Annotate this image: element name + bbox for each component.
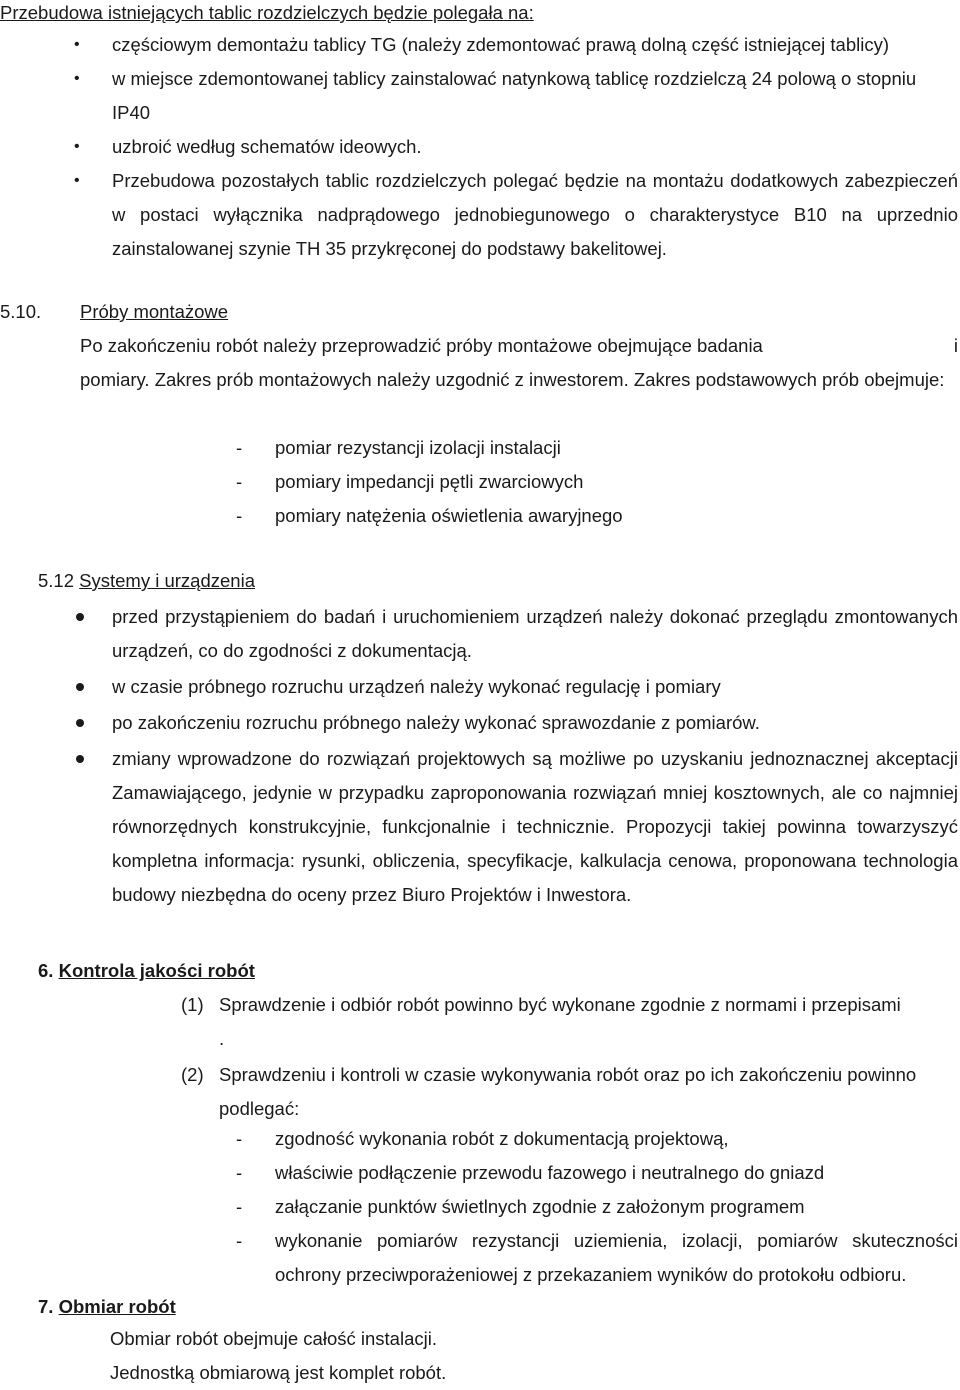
- item-number: (2): [181, 1064, 204, 1085]
- section-title: Obmiar robót: [58, 1296, 176, 1317]
- list-item: [181, 988, 958, 1056]
- section-number: 5.10.: [0, 301, 42, 322]
- dash-icon: -: [236, 1128, 243, 1149]
- intro-heading: Przebudowa istniejących tablic rozdzielczych będzie polegała na:: [0, 2, 534, 23]
- dash-icon: -: [236, 1230, 243, 1251]
- section-title: Kontrola jakości robót: [58, 960, 255, 981]
- intro-list: [74, 28, 958, 266]
- list-item: [236, 499, 936, 533]
- dash-icon: -: [236, 437, 243, 458]
- list-item-text: po zakończeniu rozruchu próbnego należy wykonać sprawozdanie z pomiarów.: [112, 712, 760, 733]
- paragraph-text: Po zakończeniu robót należy przeprowadzić próby montażowe obejmujące badania: [80, 335, 763, 356]
- bullet-icon: •: [74, 36, 80, 53]
- list-item: [236, 1190, 958, 1224]
- dash-icon: -: [236, 1196, 243, 1217]
- dash-icon: -: [236, 505, 243, 526]
- section-heading: [38, 1290, 176, 1324]
- section-heading: [38, 954, 255, 988]
- list-item: [74, 164, 958, 266]
- dash-list: [236, 431, 936, 533]
- bullet-icon: [76, 683, 84, 691]
- list-item: [236, 1224, 958, 1292]
- list-item-text: Przebudowa pozostałych tablic rozdzielczych polegać będzie na montażu dodatkowych zabezpieczeń w postaci wyłącznika nadprądowego jednobiegunowego o charakterystyce B10 na uprzednio zainstalowanej szynie TH 35 przykręconej do podstawy bakelitowej.: [112, 170, 958, 259]
- list-item-text: w czasie próbnego rozruchu urządzeń należy wykonać regulację i pomiary: [112, 676, 721, 697]
- list-item: [74, 62, 958, 130]
- list-item-text: pomiary natężenia oświetlenia awaryjnego: [275, 505, 623, 526]
- list-item-text: uzbroić według schematów ideowych.: [112, 136, 422, 157]
- bullet-icon: •: [74, 172, 80, 189]
- list-item: [74, 670, 958, 704]
- section-title: Próby montażowe: [80, 301, 229, 322]
- list-item-text: właściwie podłączenie przewodu fazowego i neutralnego do gniazd: [275, 1162, 825, 1183]
- list-item: [74, 28, 958, 62]
- list-item: [74, 742, 958, 912]
- list-item: [74, 600, 958, 668]
- bullet-icon: •: [74, 70, 80, 87]
- item-number: (1): [181, 994, 204, 1015]
- list-item-text: zmiany wprowadzone do rozwiązań projektowych są możliwe po uzyskaniu jednoznacznej akceptacji Zamawiającego, jedynie w przypadku zaproponowania rozwiązań mniej kosztownych, ale co najmniej równorzędnych konstrukcyjnie, funkcjonalnie i technicznie. Propozycji takiej powinna towarzyszyć kompletna informacja: rysunki, obliczenia, specyfikacje, kalkulacja cenowa, proponowana technologia budowy niezbędna do oceny przez Biuro Projektów i Inwestora.: [112, 748, 958, 905]
- list-item: [236, 431, 936, 465]
- bullet-icon: •: [74, 138, 80, 155]
- list-item-text: .: [219, 1028, 225, 1049]
- list-item: [74, 130, 958, 164]
- bullet-list: [74, 600, 958, 912]
- paragraph-text: Obmiar robót obejmuje całość instalacji.: [110, 1328, 437, 1349]
- dash-icon: -: [236, 1162, 243, 1183]
- paragraph-line: [80, 329, 958, 363]
- section-number: 5.12: [38, 570, 75, 591]
- section-title: Systemy i urządzenia: [79, 570, 255, 591]
- list-item: [236, 465, 936, 499]
- list-item: [181, 1058, 958, 1126]
- section-paragraph: [110, 1322, 446, 1390]
- list-item-text: załączanie punktów świetlnych zgodnie z założonym programem: [275, 1196, 805, 1217]
- bullet-icon: [76, 719, 84, 727]
- section-paragraph: [80, 329, 958, 397]
- list-item-text: w miejsce zdemontowanej tablicy zainstalować natynkową tablicę rozdzielczą 24 polową o stopniu IP40: [112, 68, 917, 123]
- section-number: 7.: [38, 1296, 54, 1317]
- list-item-text: pomiar rezystancji izolacji instalacji: [275, 437, 561, 458]
- list-item-text: zgodność wykonania robót z dokumentacją projektową,: [275, 1128, 729, 1149]
- list-item-text: Sprawdzeniu i kontroli w czasie wykonywania robót oraz po ich zakończeniu powinno podlegać:: [219, 1064, 917, 1119]
- list-item-text: częściowym demontażu tablicy TG (należy zdemontować prawą dolną część istniejącej tablicy): [112, 34, 889, 55]
- list-item-text: przed przystąpieniem do badań i uruchomieniem urządzeń należy dokonać przeglądu zmontowanych urządzeń, co do zgodności z dokumentacją.: [112, 606, 958, 661]
- paragraph-text: Jednostką obmiarową jest komplet robót.: [110, 1362, 447, 1383]
- list-item-text: wykonanie pomiarów rezystancji uziemienia, izolacji, pomiarów skuteczności ochrony przeciwporażeniowej z przekazaniem wyników do protokołu odbioru.: [275, 1230, 958, 1285]
- paragraph-text: pomiary. Zakres prób montażowych należy uzgodnić z inwestorem. Zakres podstawowych prób obejmuje:: [80, 369, 945, 390]
- list-item-text: pomiary impedancji pętli zwarciowych: [275, 471, 584, 492]
- list-item: [74, 706, 958, 740]
- dash-list: [236, 1122, 958, 1292]
- list-item: [236, 1156, 958, 1190]
- section-number: 6.: [38, 960, 54, 981]
- numbered-list: [181, 988, 958, 1126]
- bullet-icon: [76, 755, 84, 763]
- bullet-icon: [76, 613, 84, 621]
- list-item-text: Sprawdzenie i odbiór robót powinno być wykonane zgodnie z normami i przepisami: [219, 994, 901, 1015]
- list-item: [236, 1122, 958, 1156]
- section-heading: [38, 564, 255, 598]
- dash-icon: -: [236, 471, 243, 492]
- paragraph-text: i: [953, 335, 958, 356]
